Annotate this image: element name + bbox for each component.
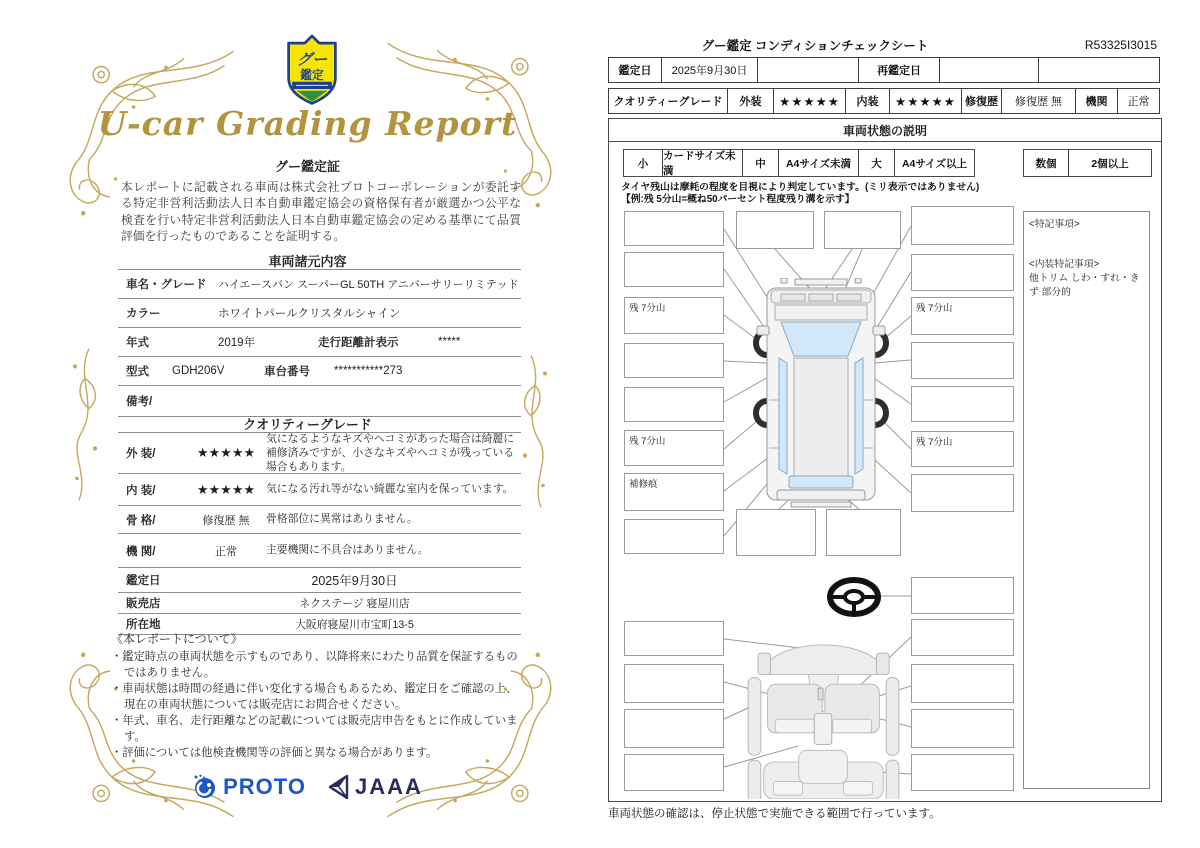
badge-text-goo: グー: [296, 51, 328, 69]
condition-note-box: [624, 211, 724, 246]
info-row-store: [118, 593, 521, 614]
badge-text-kantei: 鑑定: [300, 69, 324, 83]
condition-note-box: [624, 754, 724, 791]
tire-note-line1: タイヤ残山は摩耗の程度を目視により判定しています。(ミリ表示ではありません): [621, 182, 980, 193]
grade-summary-title: クオリティーグレード: [613, 96, 723, 108]
condition-note-box: [624, 343, 724, 378]
goo-kantei-badge: [285, 34, 339, 108]
tire-rear-right-value: 残 7分山: [916, 437, 953, 448]
interior-stars: ★★★★★: [889, 89, 961, 113]
size-legend-table: [623, 149, 975, 177]
condition-note-box: [624, 519, 724, 554]
vehicle-spec-table: [118, 269, 521, 417]
condition-note-box: [624, 709, 724, 748]
condition-note-box: [911, 342, 1014, 379]
mechanical-value: 正常: [1117, 89, 1159, 113]
grade-exterior-stars: ★★★★★: [196, 445, 256, 460]
report-title: U-car Grading Report: [97, 104, 518, 143]
grade-row-interior: [118, 474, 521, 506]
grade-frame-label: 骨 格/: [126, 514, 156, 527]
interior-label: 内装: [845, 89, 889, 113]
info-date-label: 鑑定日: [126, 575, 161, 587]
interior-notes-heading: <内装特記事項>: [1029, 259, 1100, 270]
spec-odo-label: 走行距離計表示: [318, 337, 399, 349]
condition-note-box: [911, 754, 1014, 791]
condition-note-box: [911, 386, 1014, 422]
proto-logo: [192, 774, 306, 800]
grade-exterior-desc: 気になるようなキズやヘコミがあった場合は綺麗に補修済みですが、小さなキズやヘコミが残っている場合もあります。: [266, 432, 515, 474]
appraisal-date-empty-cell: [757, 58, 858, 82]
grade-interior-label: 内 装/: [126, 484, 156, 497]
spec-model-value: GDH206V: [172, 365, 225, 377]
car-interior-diagram: [746, 624, 901, 799]
tire-front-right-value: 残 7分山: [916, 303, 953, 314]
special-notes-heading: <特記事項>: [1029, 219, 1080, 230]
spec-row-color: [118, 299, 521, 328]
spec-vin-label: 車台番号: [264, 366, 310, 378]
spec-odo-value: *****: [438, 336, 461, 348]
size-large-value: A4サイズ以上: [894, 150, 974, 176]
about-heading: 《本レポートについて》: [111, 632, 243, 646]
steering-wheel-icon: [827, 577, 881, 617]
size-medium-label: 中: [742, 150, 778, 176]
certificate-label: グー鑑定証: [274, 159, 340, 174]
quality-grade-summary-table: [608, 88, 1160, 114]
reappraisal-date-value-cell: [939, 58, 1038, 82]
grade-mech-desc: 主要機関に不具合はありません。: [266, 544, 429, 557]
condition-heading: 車両状態の説明: [609, 119, 1161, 142]
sheet-title: グー鑑定 コンディションチェックシート: [701, 39, 929, 53]
spec-remarks-label: 備考/: [126, 396, 153, 408]
special-notes-panel: [1023, 211, 1150, 789]
spec-vin-value: ***********273: [334, 365, 403, 377]
spec-heading: 車両諸元内容: [268, 254, 347, 269]
about-item: ・評価については他検査機関等の評価と異なる場合があります。: [111, 747, 438, 760]
certificate-page: [55, 28, 560, 840]
quality-grade-table: [118, 432, 521, 635]
spec-year-value: 2019年: [218, 337, 256, 349]
grade-exterior-label: 外 装/: [126, 448, 156, 460]
about-item: ・鑑定時点の車両状態を示すものであり、以降将来にわたり品質を保証するものではありません。: [111, 651, 518, 679]
grade-interior-desc: 気になる汚れ等がない綺麗な室内を保っています。: [266, 483, 514, 496]
info-row-date: [118, 568, 521, 593]
grade-mech-label: 機 関/: [126, 545, 156, 558]
grade-frame-value: 修復歴 無: [202, 514, 250, 527]
exterior-label: 外装: [727, 89, 773, 113]
about-report-section: [111, 630, 525, 763]
tire-front-right-box: [911, 297, 1014, 335]
reappraisal-date-label: 再鑑定日: [858, 58, 939, 82]
jaaa-logo-icon: [328, 774, 350, 800]
condition-note-box: [911, 664, 1014, 703]
grade-row-mechanical: [118, 534, 521, 568]
size-small-label: 小: [637, 157, 649, 170]
condition-note-box: [624, 387, 724, 422]
count-legend-table: [1023, 149, 1152, 177]
report-id: R53325I3015: [1084, 38, 1157, 52]
tire-rear-left-box: [624, 430, 724, 466]
repair-mark-value: 補修痕: [629, 479, 658, 490]
vehicle-condition-box: [608, 118, 1162, 802]
car-top-view-diagram: [751, 278, 891, 508]
spec-row-remarks: [118, 386, 521, 417]
repair-history-label: 修復歴: [961, 89, 1001, 113]
condition-note-box: [911, 254, 1014, 291]
jaaa-logo: [328, 774, 423, 800]
spec-row-year: [118, 328, 521, 357]
condition-note-box: [911, 619, 1014, 656]
info-date-value: 2025年9月30日: [311, 574, 398, 588]
spec-color-label: カラー: [126, 308, 161, 320]
appraisal-date-label: 鑑定日: [618, 65, 652, 77]
spec-color-value: ホワイトパールクリスタルシャイン: [218, 308, 401, 320]
info-store-label: 販売店: [126, 598, 161, 610]
condition-note-box: [911, 474, 1014, 512]
appraisal-date-value: 2025年9月30日: [661, 58, 757, 82]
size-medium-value: A4サイズ未満: [778, 150, 858, 176]
grade-mech-value: 正常: [215, 545, 237, 558]
exterior-stars: ★★★★★: [773, 89, 845, 113]
condition-check-sheet-page: [605, 30, 1163, 835]
interior-notes-text: 他トリム しわ・すれ・きず 部分的: [1029, 273, 1140, 298]
grade-heading: クオリティーグレード: [243, 417, 372, 432]
certificate-intro-text: 本レポートに記載される車両は株式会社プロトコーポレーションが委託する特定非営利活動法人日本自動車鑑定協会の資格保有者が厳選かつ公平な検査を行い特定非営利活動法人日本自動車鑑定協会の定める基準にて品質評価を行ったものであることを証明する。: [121, 180, 521, 243]
spec-name-value: ハイエースバン スーパーGL 50TH アニバーサリーリミテッド: [218, 279, 519, 291]
condition-note-box: [624, 621, 724, 656]
tire-front-left-value: 残 7分山: [629, 303, 666, 314]
spec-name-label: 車名・グレード: [126, 279, 207, 291]
info-store-value: ネクステージ 寝屋川店: [299, 597, 410, 610]
count-value: 2個以上: [1068, 150, 1151, 176]
grade-row-exterior: [118, 433, 521, 474]
info-address-label: 所在地: [126, 619, 161, 631]
repair-history-value: 修復歴 無: [1001, 89, 1075, 113]
size-large-label: 大: [858, 150, 894, 176]
sheet-footer-note: 車両状態の確認は、停止状態で実施できる範囲で行っています。: [608, 808, 941, 820]
condition-note-box: [736, 509, 816, 556]
appraisal-date-table: [608, 57, 1160, 83]
condition-note-box: [624, 252, 724, 287]
footer-logos: [55, 774, 560, 800]
tire-note-line2: 【例:残 5分山=概ね50パーセント程度残り溝を示す】: [621, 194, 855, 205]
spec-row-model: [118, 357, 521, 386]
spec-model-label: 型式: [126, 366, 149, 378]
tire-front-left-box: [624, 297, 724, 334]
condition-note-box: [736, 211, 814, 249]
repair-mark-box: [624, 473, 724, 511]
jaaa-logo-text: JAAA: [354, 774, 423, 799]
spec-row-name: [118, 270, 521, 299]
condition-note-box: [624, 664, 724, 703]
grade-row-frame: [118, 506, 521, 534]
condition-note-box: [826, 509, 901, 556]
tire-rear-left-value: 残 7分山: [629, 436, 666, 447]
tire-rear-right-box: [911, 431, 1014, 467]
info-address-value: 大阪府寝屋川市宝町13-5: [295, 618, 414, 631]
mechanical-label: 機関: [1075, 89, 1117, 113]
condition-note-box: [911, 709, 1014, 748]
count-label: 数個: [1035, 157, 1057, 170]
proto-logo-icon: [192, 774, 218, 800]
proto-logo-text: PROTO: [223, 774, 306, 799]
condition-note-box: [911, 206, 1014, 245]
about-item: ・年式、車名、走行距離などの記載については販売店申告をもとに作成しています。: [111, 715, 518, 743]
grade-interior-stars: ★★★★★: [196, 481, 256, 497]
spec-year-label: 年式: [126, 337, 149, 349]
steering-note-box: [911, 577, 1014, 614]
size-small-value: カードサイズ未満: [662, 150, 742, 176]
about-item: ・車両状態は時間の経過に伴い変化する場合もあるため、鑑定日をご確認の上、現在の車両状態については販売店にお問合せください。: [111, 683, 518, 711]
reappraisal-extra-cell: [1038, 58, 1159, 82]
condition-note-box: [824, 211, 901, 249]
grade-frame-desc: 骨格部位に異常はありません。: [266, 513, 418, 526]
